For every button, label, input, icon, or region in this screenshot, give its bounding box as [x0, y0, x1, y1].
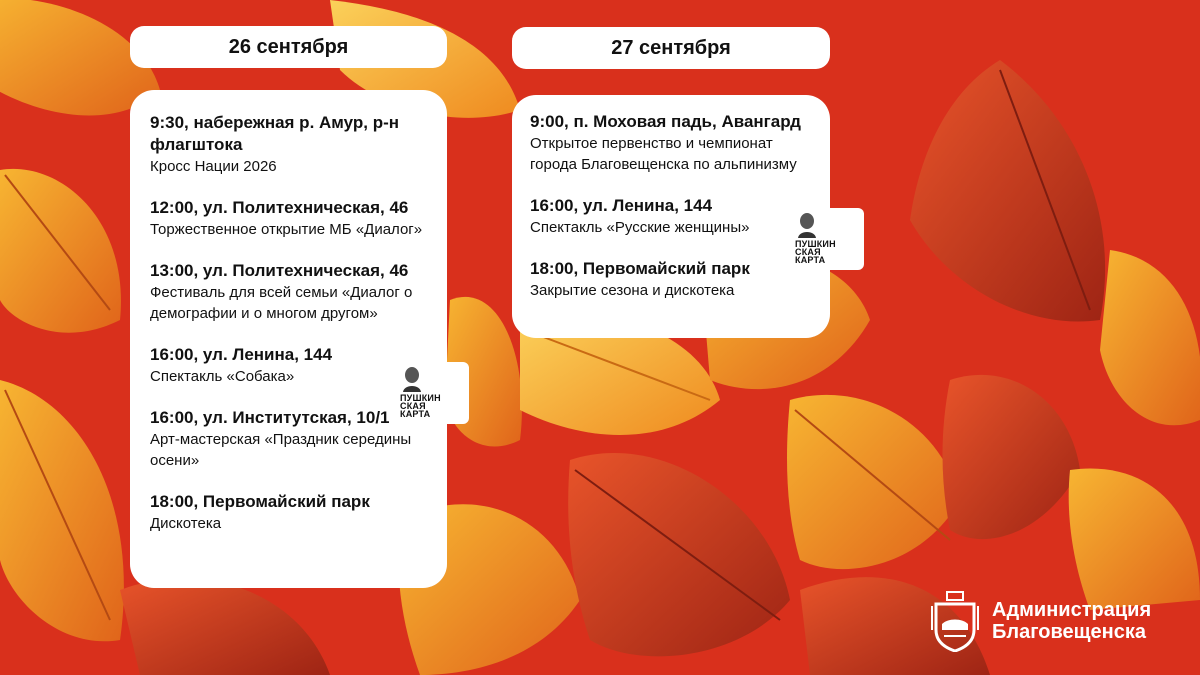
event-time-place: 18:00, Первомайский парк	[150, 492, 370, 511]
administration-logo	[930, 590, 1151, 652]
pushkin-portrait-icon	[401, 366, 423, 392]
pushkin-card-badge	[790, 208, 864, 270]
event-item	[530, 195, 812, 238]
event-item	[530, 111, 812, 175]
leaf	[943, 375, 1081, 539]
event-item	[150, 344, 429, 387]
event-item	[150, 491, 429, 534]
event-title: Закрытие сезона и дискотека	[530, 282, 735, 299]
event-title: Дискотека	[150, 515, 222, 532]
event-item	[150, 260, 429, 324]
leaf	[0, 380, 124, 641]
coat-of-arms-icon	[930, 590, 980, 652]
event-title: Торжественное открытие МБ «Диалог»	[150, 221, 423, 238]
event-time-place: 18:00, Первомайский парк	[530, 259, 750, 278]
schedule-card-day2	[512, 95, 830, 338]
event-time-place: 12:00, ул. Политехническая, 46	[150, 198, 409, 217]
event-item	[150, 197, 429, 240]
leaf	[120, 579, 330, 675]
leaf	[568, 453, 790, 656]
pushkin-card-badge	[395, 362, 469, 424]
event-title: Фестиваль для всей семьи «Диалог о демографии и о многом другом»	[150, 284, 413, 322]
event-time-place: 16:00, ул. Ленина, 144	[150, 345, 333, 364]
event-title: Открытое первенство и чемпионат города Благовещенска по альпинизму	[530, 135, 797, 173]
leaf	[1100, 250, 1200, 425]
leaf	[0, 169, 121, 333]
event-time-place: 9:30, набережная р. Амур, р-н флагштока	[150, 113, 400, 154]
event-title: Арт-мастерская «Праздник середины осени»	[150, 431, 412, 469]
administration-name: Администрация Благовещенска	[992, 599, 1152, 643]
date-heading-day1: 26 сентября	[130, 26, 447, 68]
event-title: Спектакль «Собака»	[150, 368, 295, 385]
pushkin-portrait-icon	[796, 212, 818, 238]
event-time-place: 16:00, ул. Институтская, 10/1	[150, 408, 390, 427]
event-item	[150, 407, 429, 471]
leaf	[787, 395, 960, 569]
event-title: Кросс Нации 2026	[150, 158, 277, 175]
leaf	[1069, 469, 1200, 610]
event-title: Спектакль «Русские женщины»	[530, 219, 750, 236]
leaf	[910, 60, 1105, 322]
event-time-place: 9:00, п. Моховая падь, Авангард	[530, 112, 801, 131]
pushkin-card-label: ПУШКИН СКАЯ КАРТА	[400, 393, 441, 419]
pushkin-card-label: ПУШКИН СКАЯ КАРТА	[795, 239, 836, 265]
schedule-card-day1	[130, 90, 447, 588]
event-time-place: 13:00, ул. Политехническая, 46	[150, 261, 409, 280]
event-item	[150, 112, 429, 177]
date-heading-day2: 27 сентября	[512, 27, 830, 69]
event-time-place: 16:00, ул. Ленина, 144	[530, 196, 713, 215]
event-item	[530, 258, 812, 301]
